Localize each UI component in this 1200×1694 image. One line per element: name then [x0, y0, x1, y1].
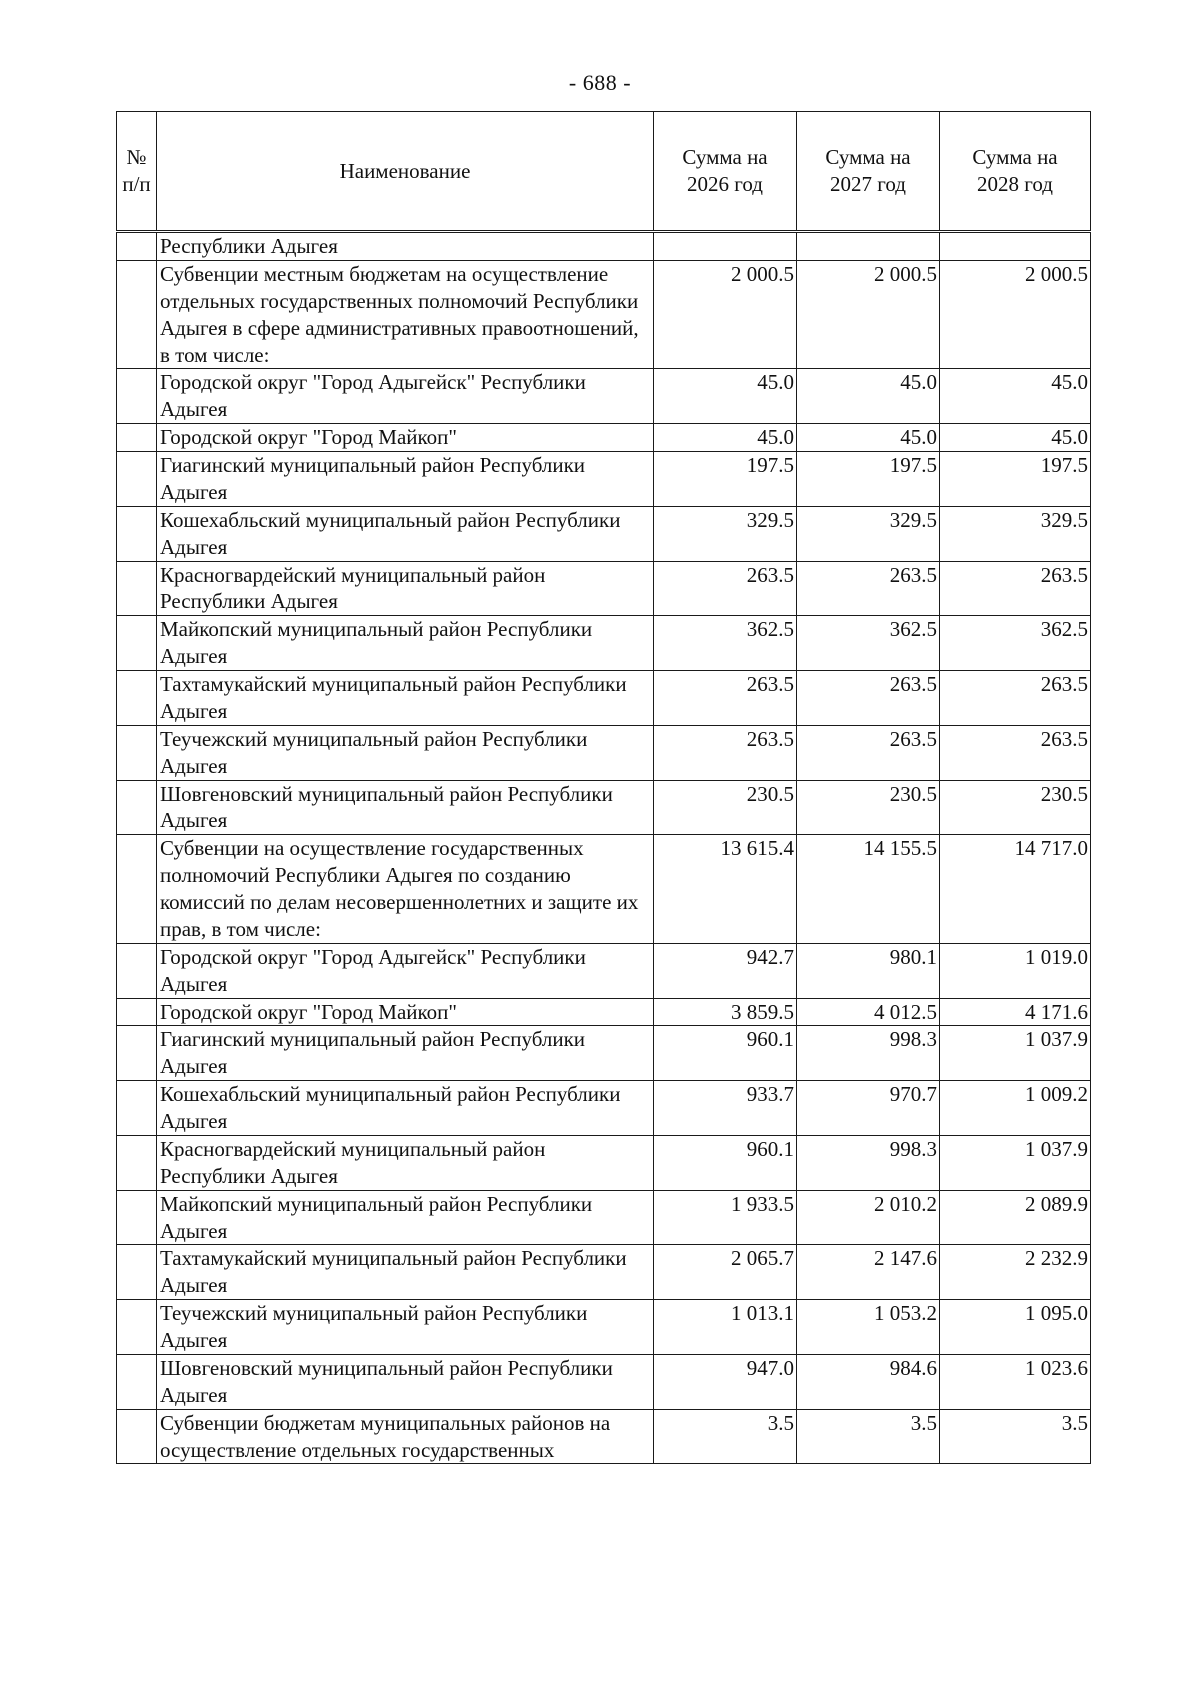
row-number-cell: [117, 1190, 157, 1245]
sum-2027-cell: 14 155.5: [797, 835, 940, 944]
row-number-cell: [117, 943, 157, 998]
sum-2026-cell: 263.5: [654, 561, 797, 616]
table-row: [117, 506, 1091, 561]
sum-2027-cell: 3.5: [797, 1409, 940, 1464]
row-name-cell: Городской округ "Город Майкоп": [157, 424, 654, 452]
sum-2027-cell: 980.1: [797, 943, 940, 998]
table-row: [117, 1354, 1091, 1409]
table-row: [117, 260, 1091, 369]
table-row: [117, 1409, 1091, 1464]
sum-2026-cell: 947.0: [654, 1354, 797, 1409]
row-name-cell: Тахтамукайский муниципальный район Республики Адыгея: [157, 671, 654, 726]
sum-2026-cell: 197.5: [654, 452, 797, 507]
sum-2027-cell: 2 147.6: [797, 1245, 940, 1300]
row-name-cell: Шовгеновский муниципальный район Республики Адыгея: [157, 780, 654, 835]
sum-2028-cell: 14 717.0: [940, 835, 1091, 944]
row-name-cell: Гиагинский муниципальный район Республики Адыгея: [157, 1026, 654, 1081]
sum-2027-cell: 230.5: [797, 780, 940, 835]
sum-2028-cell: 4 171.6: [940, 998, 1091, 1026]
row-number-cell: [117, 561, 157, 616]
row-number-cell: [117, 671, 157, 726]
table-row: [117, 1081, 1091, 1136]
sum-2028-cell: 45.0: [940, 369, 1091, 424]
table-row: [117, 725, 1091, 780]
sum-2027-cell: 263.5: [797, 561, 940, 616]
row-number-cell: [117, 780, 157, 835]
table-row: [117, 1300, 1091, 1355]
row-name-cell: Красногвардейский муниципальный район Республики Адыгея: [157, 1135, 654, 1190]
sum-2026-cell: 362.5: [654, 616, 797, 671]
table-row: [117, 943, 1091, 998]
sum-2026-cell: 1 933.5: [654, 1190, 797, 1245]
header-sum-2028-line1: Сумма на: [972, 145, 1058, 170]
header-sum-2026: [654, 112, 797, 232]
sum-2027-cell: 2 010.2: [797, 1190, 940, 1245]
sum-2026-cell: 2 065.7: [654, 1245, 797, 1300]
header-sum-2027-line1: Сумма на: [825, 145, 911, 170]
header-number-line2: п/п: [122, 172, 151, 196]
table-row: [117, 369, 1091, 424]
table-row: [117, 452, 1091, 507]
sum-2028-cell: 263.5: [940, 561, 1091, 616]
sum-2026-cell: 263.5: [654, 725, 797, 780]
row-name-cell: Городской округ "Город Майкоп": [157, 998, 654, 1026]
row-number-cell: [117, 835, 157, 944]
row-number-cell: [117, 506, 157, 561]
row-name-cell: Республики Адыгея: [157, 232, 654, 261]
sum-2027-cell: 197.5: [797, 452, 940, 507]
sum-2027-cell: 45.0: [797, 424, 940, 452]
sum-2028-cell: 2 232.9: [940, 1245, 1091, 1300]
row-name-cell: Городской округ "Город Адыгейск" Республики Адыгея: [157, 369, 654, 424]
row-name-cell: Теучежский муниципальный район Республики Адыгея: [157, 725, 654, 780]
sum-2028-cell: 1 009.2: [940, 1081, 1091, 1136]
sum-2028-cell: 263.5: [940, 725, 1091, 780]
sum-2028-cell: 329.5: [940, 506, 1091, 561]
sum-2027-cell: 263.5: [797, 725, 940, 780]
sum-2026-cell: 960.1: [654, 1026, 797, 1081]
header-sum-2028-line2: 2028 год: [977, 172, 1053, 196]
sum-2028-cell: 1 019.0: [940, 943, 1091, 998]
sum-2026-cell: [654, 232, 797, 261]
header-sum-2026-line2: 2026 год: [687, 172, 763, 196]
sum-2026-cell: 230.5: [654, 780, 797, 835]
sum-2026-cell: 45.0: [654, 424, 797, 452]
row-name-cell: Субвенции местным бюджетам на осуществление отдельных государственных полномочий Республики Адыгея в сфере административных правоотношений, в том числе:: [157, 260, 654, 369]
page-number: - 688 -: [568, 70, 632, 95]
sum-2026-cell: 2 000.5: [654, 260, 797, 369]
row-name-cell: Тахтамукайский муниципальный район Республики Адыгея: [157, 1245, 654, 1300]
row-number-cell: [117, 725, 157, 780]
table-header: [117, 112, 1091, 232]
sum-2026-cell: 45.0: [654, 369, 797, 424]
row-name-cell: Шовгеновский муниципальный район Республики Адыгея: [157, 1354, 654, 1409]
header-row: [117, 112, 1091, 232]
sum-2026-cell: 1 013.1: [654, 1300, 797, 1355]
sum-2026-cell: 3 859.5: [654, 998, 797, 1026]
row-name-cell: Субвенции бюджетам муниципальных районов на осуществление отдельных государственных: [157, 1409, 654, 1464]
row-name-cell: Субвенции на осуществление государственных полномочий Республики Адыгея по созданию комиссий по делам несовершеннолетних и защите их прав, в том числе:: [157, 835, 654, 944]
table-body: [117, 232, 1091, 1464]
table-row: [117, 835, 1091, 944]
sum-2028-cell: 1 037.9: [940, 1026, 1091, 1081]
sum-2028-cell: 362.5: [940, 616, 1091, 671]
sum-2028-cell: 197.5: [940, 452, 1091, 507]
sum-2027-cell: 1 053.2: [797, 1300, 940, 1355]
sum-2028-cell: 2 000.5: [940, 260, 1091, 369]
row-name-cell: Красногвардейский муниципальный район Республики Адыгея: [157, 561, 654, 616]
table-row: [117, 1026, 1091, 1081]
sum-2028-cell: 1 095.0: [940, 1300, 1091, 1355]
sum-2028-cell: 1 023.6: [940, 1354, 1091, 1409]
sum-2028-cell: 1 037.9: [940, 1135, 1091, 1190]
sum-2026-cell: 933.7: [654, 1081, 797, 1136]
table-row: [117, 1190, 1091, 1245]
row-name-cell: Гиагинский муниципальный район Республики Адыгея: [157, 452, 654, 507]
row-number-cell: [117, 1026, 157, 1081]
row-number-cell: [117, 369, 157, 424]
row-number-cell: [117, 998, 157, 1026]
row-name-cell: Кошехабльский муниципальный район Республики Адыгея: [157, 506, 654, 561]
sum-2028-cell: 45.0: [940, 424, 1091, 452]
sum-2027-cell: 362.5: [797, 616, 940, 671]
table-row: [117, 232, 1091, 261]
sum-2026-cell: 13 615.4: [654, 835, 797, 944]
sum-2027-cell: 2 000.5: [797, 260, 940, 369]
sum-2028-cell: [940, 232, 1091, 261]
sum-2027-cell: 329.5: [797, 506, 940, 561]
sum-2027-cell: 970.7: [797, 1081, 940, 1136]
row-number-cell: [117, 260, 157, 369]
row-name-cell: Майкопский муниципальный район Республики Адыгея: [157, 616, 654, 671]
row-number-cell: [117, 1354, 157, 1409]
row-number-cell: [117, 616, 157, 671]
table-row: [117, 1245, 1091, 1300]
sum-2028-cell: 3.5: [940, 1409, 1091, 1464]
table-row: [117, 998, 1091, 1026]
sum-2028-cell: 263.5: [940, 671, 1091, 726]
sum-2028-cell: 230.5: [940, 780, 1091, 835]
table-row: [117, 424, 1091, 452]
row-number-cell: [117, 1300, 157, 1355]
sum-2027-cell: 998.3: [797, 1026, 940, 1081]
table-row: [117, 671, 1091, 726]
sum-2027-cell: 998.3: [797, 1135, 940, 1190]
row-name-cell: Кошехабльский муниципальный район Республики Адыгея: [157, 1081, 654, 1136]
sum-2026-cell: 329.5: [654, 506, 797, 561]
row-number-cell: [117, 452, 157, 507]
header-number-line1: №: [126, 145, 147, 170]
sum-2026-cell: 263.5: [654, 671, 797, 726]
sum-2027-cell: 984.6: [797, 1354, 940, 1409]
sum-2026-cell: 942.7: [654, 943, 797, 998]
sum-2027-cell: [797, 232, 940, 261]
sum-2027-cell: 45.0: [797, 369, 940, 424]
row-number-cell: [117, 424, 157, 452]
row-number-cell: [117, 1135, 157, 1190]
row-number-cell: [117, 1409, 157, 1464]
sum-2027-cell: 263.5: [797, 671, 940, 726]
table-row: [117, 561, 1091, 616]
row-number-cell: [117, 232, 157, 261]
sum-2028-cell: 2 089.9: [940, 1190, 1091, 1245]
header-sum-2027-line2: 2027 год: [830, 172, 906, 196]
row-name-cell: Городской округ "Город Адыгейск" Республики Адыгея: [157, 943, 654, 998]
row-name-cell: Теучежский муниципальный район Республики Адыгея: [157, 1300, 654, 1355]
sum-2026-cell: 960.1: [654, 1135, 797, 1190]
table-row: [117, 1135, 1091, 1190]
table-row: [117, 780, 1091, 835]
header-sum-2026-line1: Сумма на: [682, 145, 768, 170]
table-row: [117, 616, 1091, 671]
row-number-cell: [117, 1081, 157, 1136]
header-name: Наименование: [157, 112, 654, 232]
sum-2027-cell: 4 012.5: [797, 998, 940, 1026]
header-number: [117, 112, 157, 232]
budget-table: [116, 111, 1091, 1464]
row-number-cell: [117, 1245, 157, 1300]
row-name-cell: Майкопский муниципальный район Республики Адыгея: [157, 1190, 654, 1245]
header-sum-2028: [940, 112, 1091, 232]
sum-2026-cell: 3.5: [654, 1409, 797, 1464]
header-sum-2027: [797, 112, 940, 232]
